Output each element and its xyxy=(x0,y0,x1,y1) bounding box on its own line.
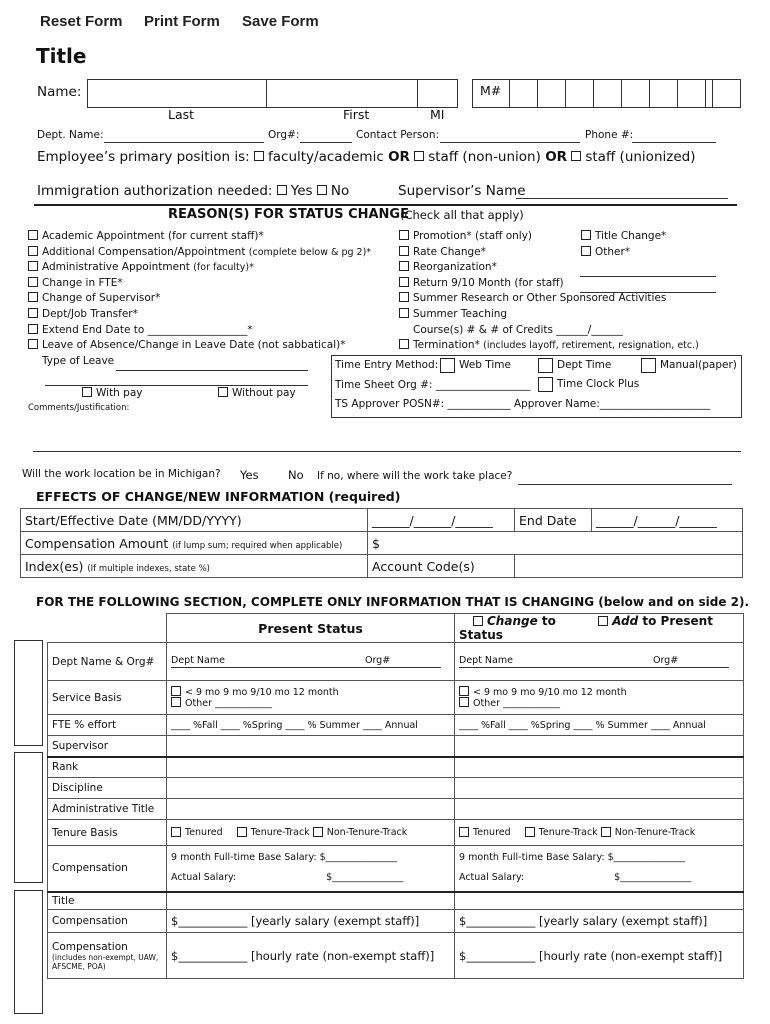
reason-item[interactable]: Summer Teaching xyxy=(399,307,699,323)
immigration-yes-checkbox[interactable] xyxy=(277,185,287,195)
present-status-header: Present Status xyxy=(167,614,455,643)
reason-item[interactable]: Change of Supervisor* xyxy=(28,291,371,307)
or-label: OR xyxy=(545,149,568,165)
type-of-leave-field[interactable] xyxy=(45,384,308,386)
reset-form-button[interactable]: Reset Form xyxy=(40,13,123,30)
reason-item[interactable]: Rate Change* xyxy=(399,245,699,261)
dept-name-org-label: Dept Name & Org# xyxy=(48,643,167,681)
compensation-hourly-label: Compensation (includes non-exempt, UAW, AFSCME, POA) xyxy=(48,933,167,979)
checkbox[interactable] xyxy=(28,246,38,256)
admin-title-label: Administrative Title xyxy=(48,799,167,820)
compensation-yearly-label: Compensation xyxy=(48,910,167,933)
reasons-left-list xyxy=(28,229,371,354)
following-section-title: FOR THE FOLLOWING SECTION, COMPLETE ONLY INFORMATION THAT IS CHANGING (below and on side 2). xyxy=(36,595,750,609)
dept-time-label: Dept Time xyxy=(557,359,612,371)
immigration-label: Immigration authorization needed: xyxy=(37,183,273,199)
with-pay-option[interactable]: With pay xyxy=(82,387,143,399)
immigration-no-checkbox[interactable] xyxy=(317,185,327,195)
other-field[interactable] xyxy=(580,275,716,277)
present-service-basis[interactable]: < 9 mo 9 mo 9/10 mo 12 month Other ____________ xyxy=(167,681,455,715)
present-hourly-rate[interactable]: $____________ [hourly rate (non-exempt staff)] xyxy=(167,933,455,979)
where-question: If no, where will the work take place? xyxy=(317,470,513,482)
reason-item[interactable]: Administrative Appointment (for faculty)* xyxy=(28,260,371,276)
unionized-checkbox[interactable] xyxy=(571,151,581,161)
time-clock-checkbox[interactable] xyxy=(538,377,553,392)
reason-item[interactable]: Termination* (includes layoff, retirement, resignation, etc.) xyxy=(399,338,699,354)
reason-item[interactable]: Change in FTE* xyxy=(28,276,371,292)
compensation-label: Compensation xyxy=(48,846,167,892)
phone-field[interactable] xyxy=(632,141,716,143)
checkbox[interactable] xyxy=(28,261,38,271)
new-tenure[interactable]: Tenured Tenure-Track Non-Tenure-Track xyxy=(455,820,744,846)
checkbox[interactable] xyxy=(399,246,409,256)
contact-label: Contact Person: xyxy=(356,129,440,141)
checkbox[interactable] xyxy=(581,230,591,240)
account-code-label: Account Code(s) xyxy=(368,555,515,578)
primary-position-label: Employee’s primary position is: xyxy=(37,149,250,165)
ts-approver-field[interactable]: TS Approver POSN#: ____________ Approver Name:_____________________ xyxy=(335,398,711,410)
immigration-yes: Yes xyxy=(290,183,313,199)
reasons-hint: (Check all that apply) xyxy=(400,208,524,222)
checkbox[interactable] xyxy=(399,261,409,271)
present-yearly-salary[interactable]: $____________ [yearly salary (exempt staff)] xyxy=(167,910,455,933)
new-fte[interactable]: ____ %Fall ____ %Spring ____ % Summer ____ Annual xyxy=(455,715,744,736)
comp-amount-label: Compensation Amount (if lump sum; required when applicable) xyxy=(21,532,368,555)
reason-item[interactable]: Academic Appointment (for current staff)* xyxy=(28,229,371,245)
account-code-field[interactable] xyxy=(515,555,743,578)
primary-position-row xyxy=(37,149,695,165)
org-label: Org#: xyxy=(268,129,300,141)
reasons-title: REASON(S) FOR STATUS CHANGE xyxy=(168,207,409,222)
checkbox[interactable] xyxy=(399,277,409,287)
last-name-field[interactable] xyxy=(87,79,267,108)
non-union-option: staff (non-union) xyxy=(428,149,541,165)
faculty-option: faculty/academic xyxy=(268,149,384,165)
reason-item[interactable]: Summer Research or Other Sponsored Activities xyxy=(399,291,699,307)
type-of-leave-label: Type of Leave xyxy=(42,355,115,367)
time-entry-label: Time Entry Method: xyxy=(335,359,439,371)
comments-field[interactable] xyxy=(33,450,741,452)
time-sheet-org-field[interactable]: Time Sheet Org #: __________________ xyxy=(335,379,531,391)
new-rank[interactable] xyxy=(455,757,744,778)
mi-field[interactable] xyxy=(417,79,458,108)
checkbox[interactable] xyxy=(399,308,409,318)
reason-item[interactable]: Reorganization* xyxy=(399,260,699,276)
status-table xyxy=(47,613,744,979)
checkbox[interactable] xyxy=(399,230,409,240)
other-field[interactable] xyxy=(580,291,716,293)
change-to-checkbox[interactable] xyxy=(473,616,483,626)
first-label: First xyxy=(343,107,370,122)
comp-amount-field[interactable]: $ xyxy=(368,532,743,555)
or-label: OR xyxy=(388,149,410,165)
courses-field[interactable]: Course(s) # & # of Credits ______/______ xyxy=(413,323,623,336)
dept-time-checkbox[interactable] xyxy=(538,358,553,373)
immigration-no: No xyxy=(330,183,350,199)
checkbox[interactable] xyxy=(218,387,228,397)
web-time-label: Web Time xyxy=(459,359,511,371)
supervisor-name-field[interactable] xyxy=(516,197,728,199)
mi-label: MI xyxy=(430,107,445,122)
checkbox[interactable] xyxy=(581,246,591,256)
effects-title: EFFECTS OF CHANGE/NEW INFORMATION (required) xyxy=(36,489,401,504)
dept-name-label: Dept. Name: xyxy=(37,129,104,141)
immigration-row xyxy=(37,183,349,199)
reason-item[interactable]: Return 9/10 Month (for staff) xyxy=(399,276,699,292)
new-discipline[interactable] xyxy=(455,778,744,799)
checkbox[interactable] xyxy=(28,339,38,349)
checkbox[interactable] xyxy=(28,324,38,334)
reason-item[interactable]: Title Change* xyxy=(581,229,666,245)
form-title: Title xyxy=(36,44,87,68)
section-bracket xyxy=(14,890,43,1014)
checkbox[interactable] xyxy=(28,277,38,287)
new-compensation[interactable]: 9 month Full-time Base Salary: $_______________ Actual Salary: $_______________ xyxy=(455,846,744,892)
comments-label: Comments/Justification: xyxy=(28,403,130,413)
m-number-label: M# xyxy=(480,83,502,98)
present-rank[interactable] xyxy=(167,757,455,778)
effects-table xyxy=(20,508,743,578)
save-form-button[interactable]: Save Form xyxy=(242,13,319,30)
divider xyxy=(34,204,737,206)
m-number-field[interactable] xyxy=(472,79,741,108)
new-yearly-salary[interactable]: $____________ [yearly salary (exempt staff)] xyxy=(455,910,744,933)
reason-item[interactable]: Dept/Job Transfer* xyxy=(28,307,371,323)
first-name-field[interactable] xyxy=(266,79,418,108)
index-label: Index(es) (If multiple indexes, state %) xyxy=(21,555,368,578)
present-fte[interactable]: ____ %Fall ____ %Spring ____ % Summer ____ Annual xyxy=(167,715,455,736)
manual-checkbox[interactable] xyxy=(641,358,656,373)
print-form-button[interactable]: Print Form xyxy=(144,13,220,30)
checkbox[interactable] xyxy=(28,308,38,318)
present-title[interactable] xyxy=(167,892,455,910)
present-dept-org-field[interactable]: Dept Name Org# xyxy=(167,643,455,681)
michigan-no[interactable]: No xyxy=(288,468,304,482)
present-compensation[interactable]: 9 month Full-time Base Salary: $_______________ Actual Salary: $_______________ xyxy=(167,846,455,892)
manual-label: Manual(paper) xyxy=(660,359,737,371)
new-service-basis[interactable]: < 9 mo 9 mo 9/10 mo 12 month Other ____________ xyxy=(455,681,744,715)
without-pay-option[interactable]: Without pay xyxy=(218,387,296,399)
new-dept-org-field[interactable]: Dept Name Org# xyxy=(455,643,744,681)
reason-item[interactable]: Extend End Date to ___________________* xyxy=(28,323,371,339)
present-tenure[interactable]: Tenured Tenure-Track Non-Tenure-Track xyxy=(167,820,455,846)
type-of-leave-field[interactable] xyxy=(116,369,308,371)
rank-label: Rank xyxy=(48,757,167,778)
michigan-question: Will the work location be in Michigan? xyxy=(22,468,221,480)
new-hourly-rate[interactable]: $____________ [hourly rate (non-exempt staff)] xyxy=(455,933,744,979)
start-date-field[interactable]: ______/______/______ xyxy=(368,509,515,532)
checkbox[interactable] xyxy=(28,292,38,302)
present-supervisor[interactable] xyxy=(167,736,455,757)
tenure-basis-label: Tenure Basis xyxy=(48,820,167,846)
fte-effort-label: FTE % effort xyxy=(48,715,167,736)
web-time-checkbox[interactable] xyxy=(440,358,455,373)
reason-item[interactable]: Other* xyxy=(581,245,666,261)
new-supervisor[interactable] xyxy=(455,736,744,757)
end-date-field[interactable]: ______/______/______ xyxy=(592,509,743,532)
unionized-option: staff (unionized) xyxy=(585,149,696,165)
section-bracket xyxy=(14,640,43,746)
reason-item[interactable]: Leave of Absence/Change in Leave Date (not sabbatical)* xyxy=(28,338,371,354)
dept-name-field[interactable] xyxy=(104,141,264,143)
change-add-header: Change to Add to Present Status xyxy=(455,614,744,643)
checkbox[interactable] xyxy=(399,339,409,349)
last-label: Last xyxy=(168,107,195,122)
reason-item[interactable]: Additional Compensation/Appointment (complete below & pg 2)* xyxy=(28,245,371,261)
title-label: Title xyxy=(48,892,167,910)
where-field[interactable] xyxy=(518,483,732,485)
michigan-yes[interactable]: Yes xyxy=(240,468,259,482)
non-union-checkbox[interactable] xyxy=(414,151,424,161)
org-field[interactable] xyxy=(300,141,352,143)
end-date-label: End Date xyxy=(515,509,592,532)
checkbox[interactable] xyxy=(28,230,38,240)
add-to-checkbox[interactable] xyxy=(598,616,608,626)
supervisor-name-label: Supervisor’s Name xyxy=(398,183,526,199)
reasons-right-list xyxy=(581,229,666,260)
new-admin-title[interactable] xyxy=(455,799,744,820)
faculty-checkbox[interactable] xyxy=(254,151,264,161)
service-basis-label: Service Basis xyxy=(48,681,167,715)
present-discipline[interactable] xyxy=(167,778,455,799)
checkbox[interactable] xyxy=(399,292,409,302)
contact-field[interactable] xyxy=(440,141,580,143)
checkbox[interactable] xyxy=(82,387,92,397)
name-label: Name: xyxy=(37,84,82,100)
start-date-label: Start/Effective Date (MM/DD/YYYY) xyxy=(21,509,368,532)
reason-item[interactable]: Promotion* (staff only) xyxy=(399,229,699,245)
time-clock-label: Time Clock Plus xyxy=(557,378,640,390)
supervisor-label: Supervisor xyxy=(48,736,167,757)
phone-label: Phone #: xyxy=(585,129,634,141)
new-title[interactable] xyxy=(455,892,744,910)
present-admin-title[interactable] xyxy=(167,799,455,820)
discipline-label: Discipline xyxy=(48,778,167,799)
section-bracket xyxy=(14,752,43,883)
